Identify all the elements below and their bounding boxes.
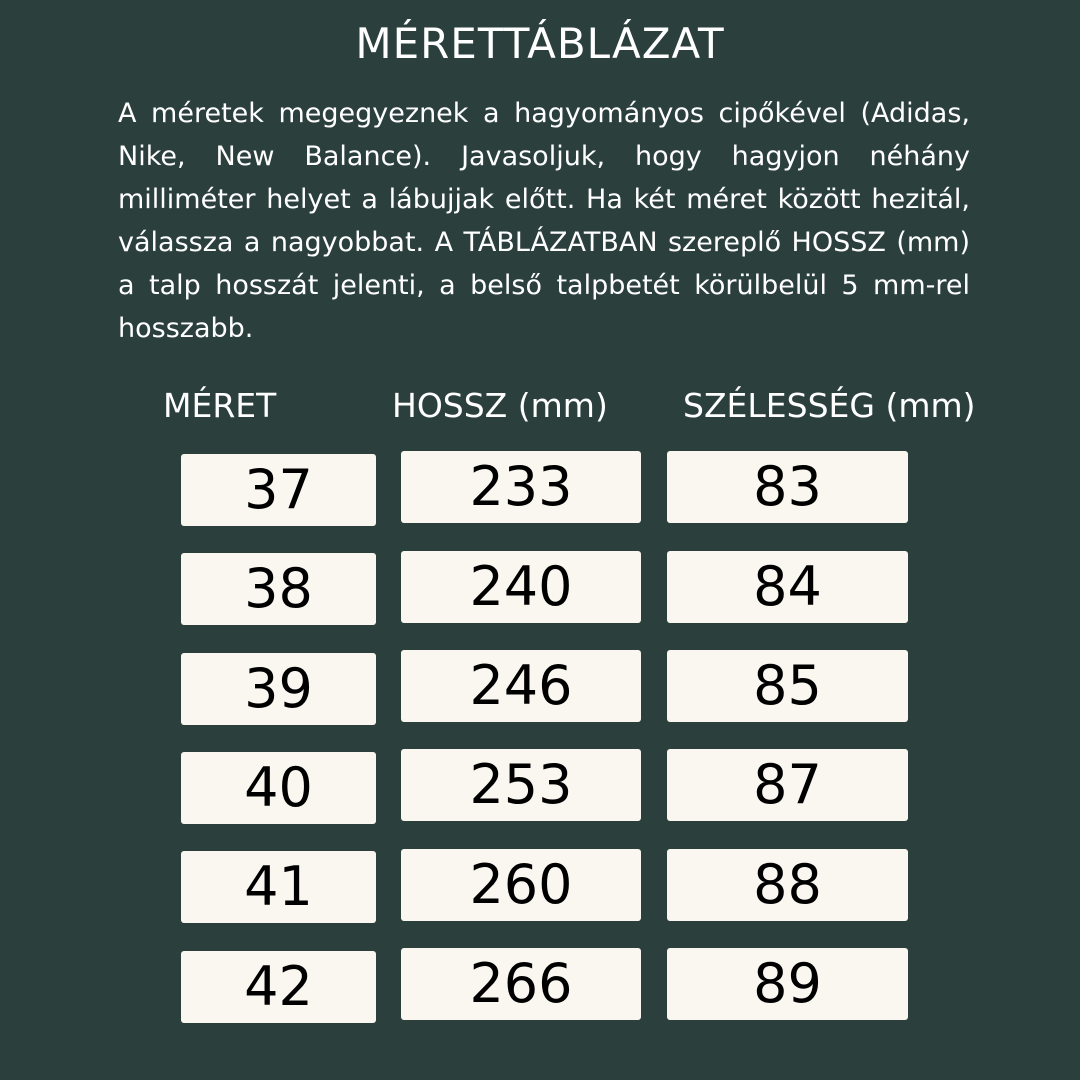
column-header-size: MÉRET <box>163 386 277 425</box>
cell-length-row-1: 233 <box>401 451 641 523</box>
cell-length-row-5: 260 <box>401 849 641 921</box>
page-title: MÉRETTÁBLÁZAT <box>355 19 725 68</box>
cell-length-row-6: 266 <box>401 948 641 1020</box>
cell-size-row-4: 40 <box>181 752 376 824</box>
cell-width-row-4: 87 <box>667 749 908 821</box>
cell-length-row-4: 253 <box>401 749 641 821</box>
cell-size-row-1: 37 <box>181 454 376 526</box>
cell-width-row-5: 88 <box>667 849 908 921</box>
cell-size-row-3: 39 <box>181 653 376 725</box>
size-chart-description: A méretek megegyeznek a hagyományos cipőkével (Adidas, Nike, New Balance). Javasoljuk, hogy hagyjon néhány milliméter helyet a lábujjak előtt. Ha két méret között hezitál, válassza a nagyobbat. A TÁBLÁZATBAN szereplő HOSSZ (mm) a talp hosszát jelenti, a belső talpbetét körülbelül 5 mm-rel hosszabb. <box>118 98 970 344</box>
cell-length-row-3: 246 <box>401 650 641 722</box>
column-header-length: HOSSZ (mm) <box>392 386 608 425</box>
cell-size-row-6: 42 <box>181 951 376 1023</box>
cell-length-row-2: 240 <box>401 551 641 623</box>
cell-size-row-5: 41 <box>181 851 376 923</box>
column-header-width: SZÉLESSÉG (mm) <box>683 386 976 425</box>
cell-size-row-2: 38 <box>181 553 376 625</box>
cell-width-row-1: 83 <box>667 451 908 523</box>
cell-width-row-6: 89 <box>667 948 908 1020</box>
cell-width-row-3: 85 <box>667 650 908 722</box>
cell-width-row-2: 84 <box>667 551 908 623</box>
